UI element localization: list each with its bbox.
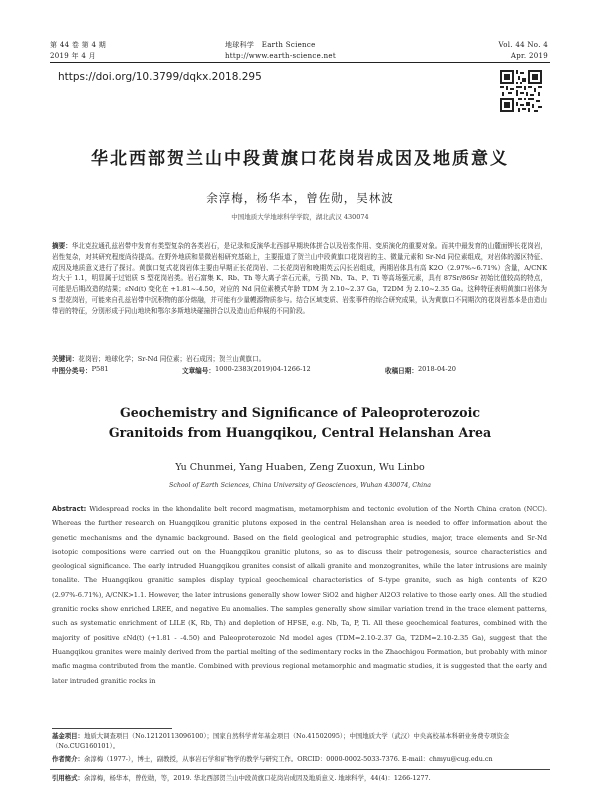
keywords-cn-text: 花岗岩；地球化学；Sr-Nd 同位素；岩石成因；贺兰山黄旗口。 xyxy=(78,355,266,363)
abstract-cn-text: 华北克拉通孔兹岩带中发育有类型复杂的各类岩石，是记录和反演华北西部早期块体拼合以及岩浆作用、变质演化的重要对象。而其中最发育的山麓面钾长花岗岩，岩性复杂，对其研究程度尚待提高。在野外地质和显微岩相研究基础上，主要报道了贺兰山中段黄旗口花岗岩的主、微量元素和 Sr-Nd 同位素组成，对岩体的源区特征、成因及地质意义进行了探讨。黄旗口复式花岗岩体主要由早期正长花岗岩、二长花岗岩和晚期英云闪长岩组成，两期岩体具有高 K2O（2.97%~6.71%）含量，A/CNK 均大于 1.1，明显属于过铝质 S 型花岗岩类。岩石富集 K、Rb、Th 等大离子亲石元素，亏损 Nb、Ta、P、Ti 等高场强元素，具有 87Sr/86Sr 初始比值较高的特点，可能是后期改造的结果；εNd(t) 变化在 +1.81~-4.50，对应的 Nd 同位素模式年龄 TDM 为 2.10~2.37 Ga，T2DM 为 2.10~2.35 Ga。这种特征表明黄旗口岩体为 S 型花岗岩，可能来自孔兹岩带中沉积物的部分熔融，并可能有少量幔源物质参与。结合区域变质、岩浆事件的综合研究成果，认为黄旗口不同期次的花岗岩基本是由造山带岩的特征，分别形成于同山地块和鄂尔多斯地块碰撞拼合以及造山后伸展的不同阶段。 xyxy=(52,242,548,315)
received-date: 收稿日期： 2018-04-20 xyxy=(385,365,456,375)
journal-issue-cn xyxy=(50,40,106,62)
journal-name-cn: 地球科学 xyxy=(225,41,255,49)
volume-en: Vol. 44 No. 4 xyxy=(498,41,548,49)
abstract-en xyxy=(52,502,547,688)
abstract-cn xyxy=(52,241,547,317)
paper-title-en: Geochemistry and Significance of Paleoproterozoic Granitoids from Huangqikou, Central Helanshan Area xyxy=(108,405,492,440)
qr-code-icon xyxy=(500,70,542,112)
author-bio-note: 作者简介：余淳梅（1977-），博士，副教授，从事岩石学和矿物学的教学与研究工作。ORCID：0000-0002-5033-7376. E-mail：chmyu@cug.edu.cn xyxy=(52,755,493,763)
footnote-rule xyxy=(52,728,172,729)
authors-cn: 余淳梅，杨华本，曾佐勋，吴林波 xyxy=(206,191,394,205)
journal-name xyxy=(225,40,336,62)
funding-note: 基金项目：地质大调查项目（No.12120113096100）；国家自然科学青年基金项目（No.41502095）；中国地质大学（武汉）中央高校基本科研业务费专项资金（No.CUG160101）。 xyxy=(52,732,510,750)
date-cn: 2019 年 4 月 xyxy=(50,52,96,60)
volume-cn: 第 44 卷 第 4 期 xyxy=(50,41,107,49)
doi-link[interactable]: https://doi.org/10.3799/dqkx.2018.295 xyxy=(58,71,262,83)
keywords-cn-label: 关键词： xyxy=(52,355,79,363)
date-en: Apr. 2019 xyxy=(510,52,548,60)
citation-rule xyxy=(50,769,550,770)
abstract-en-text: Widespread rocks in the khondalite belt record magmatism, metamorphism and tectonic evolution of the North China craton (NCC). Whereas the further research on Huangqikou granitic plutons exposed in the central Helanshan area is needed to offer information about the genetic mechanisms and the dynamic background. Based on the field geological and petrographic studies, major, trace elements and Sr-Nd isotopic compositions were carried out on the Huangqikou granitic plutons, so as to discuss their petrogenesis, source characteristics and geological significance. The early intruded Huangqikou granites consist of alkali granite and monzogranites, while the later intrusions are mainly tonalite. The Huangqikou granitic samples display typical geochemical characteristics of S-type granite, such as high contents of K2O (2.97%-6.71%), A/CNK>1.1. However, the later intrusions generally show lower SiO2 and higher Al2O3 relative to those early ones. All the studied granitic rocks show enriched LREE, and negative Eu anomalies. The samples generally show similar variation trend in the trace element patterns, such as systematic enrichment of LILE (K, Rb, Th) and depletion of HFSE, e.g. Nb, Ta, P, Ti. All these geochemical features, combined with the majority of positive εNd(t) (+1.81 - -4.50) and Paleoproterozoic Nd model ages (TDM=2.10-2.37 Ga, T2DM=2.10-2.35 Ga), suggest that the Huangqikou granites were mainly derived from the partial melting of the sedimentary rocks in the Zhaochigou Formation, but probably with minor mafic magma contributed from the mantle. Combined with previous regional metamorphic and magmatic studies, it is suggested that the early and later intruded granitic rocks in xyxy=(52,505,547,685)
affiliation-en: School of Earth Sciences, China University of Geosciences, Wuhan 430074, China xyxy=(169,482,431,489)
keywords-cn xyxy=(52,354,547,365)
header-rule xyxy=(50,62,550,63)
authors-en: Yu Chunmei, Yang Huaben, Zeng Zuoxun, Wu Linbo xyxy=(175,462,425,473)
paper-title-cn: 华北西部贺兰山中段黄旗口花岗岩成因及地质意义 xyxy=(91,149,509,169)
journal-issue-en xyxy=(499,40,548,62)
journal-url[interactable]: http://www.earth-science.net xyxy=(225,52,336,60)
abstract-cn-label: 摘要： xyxy=(52,242,72,250)
document-code: 文章编号： 1000-2383(2019)04-1266-12 xyxy=(182,365,311,375)
clc-code: 中图分类号： P581 xyxy=(52,365,109,375)
affiliation-cn: 中国地质大学地球科学学院，湖北武汉 430074 xyxy=(231,213,369,221)
abstract-en-label: Abstract: xyxy=(52,505,87,513)
citation-format: 引用格式：余淳梅，杨华本，曾佐勋，等，2019. 华北西部贺兰山中段黄旗口花岗岩成因及地质意义. 地球科学，44(4)：1266-1277. xyxy=(52,774,431,782)
journal-name-en: Earth Science xyxy=(261,41,316,49)
